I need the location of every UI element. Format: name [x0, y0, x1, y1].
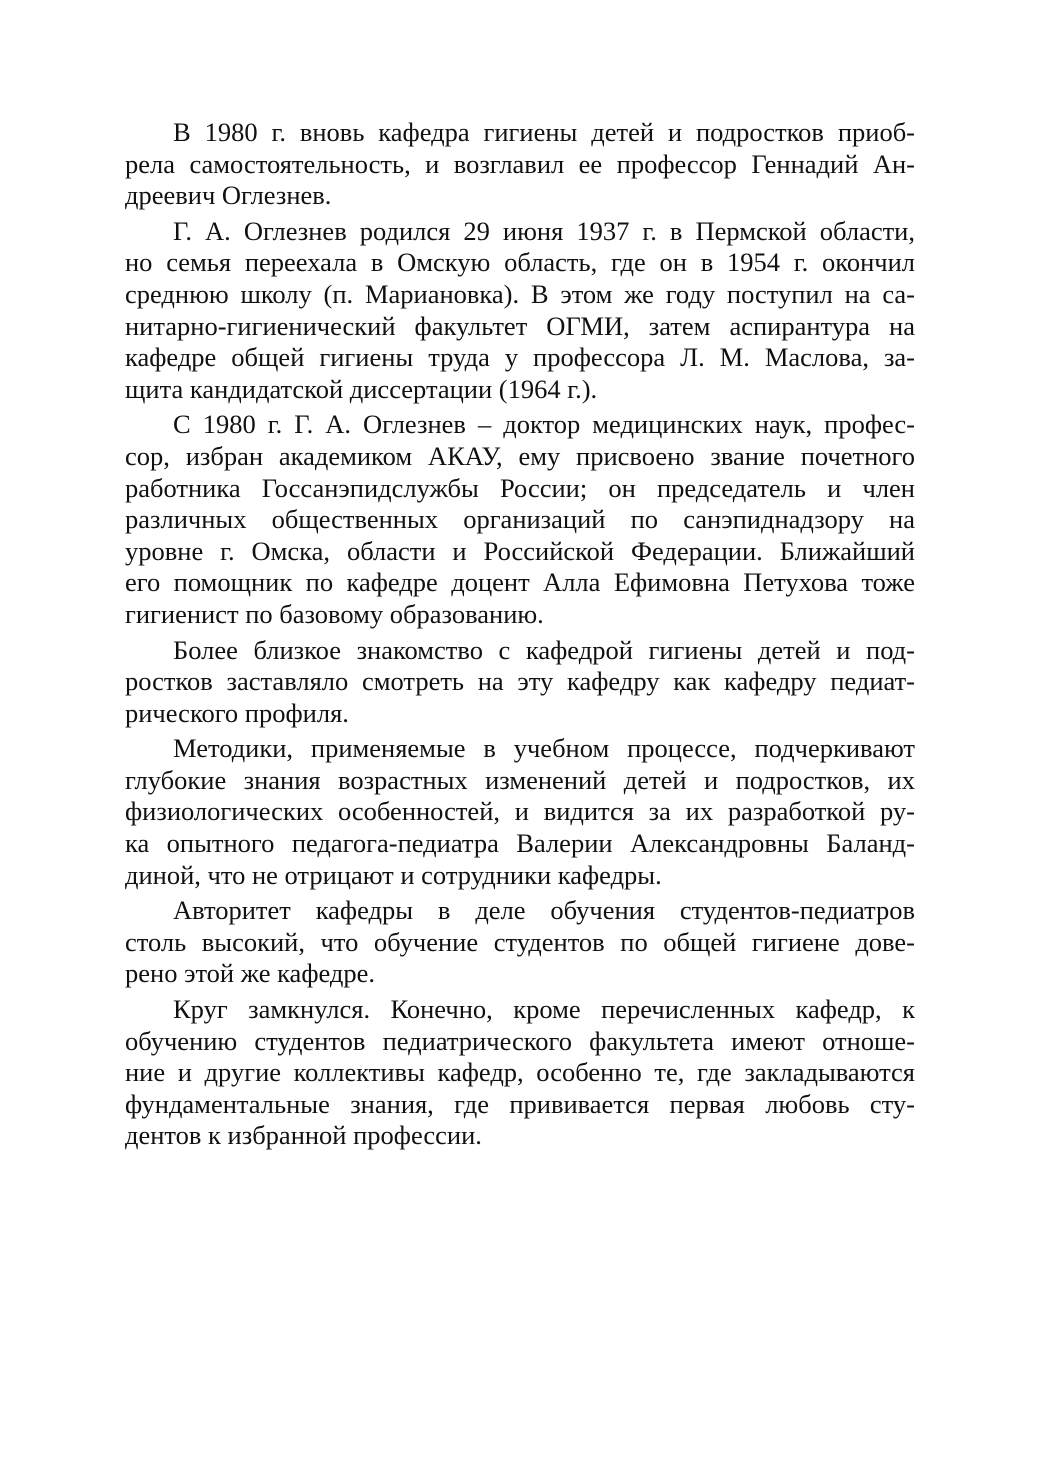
text-line: Методики, применяемые в учебном процессе, подчеркивают: [173, 733, 915, 764]
text-line: Г. А. Оглезнев родился 29 июня 1937 г. в Пермской области,: [173, 215, 915, 246]
text-line: кафедре общей гигиены труда у профессора Л. М. Маслова, за-: [125, 342, 915, 373]
text-line: рено этой же кафедре.: [125, 958, 376, 989]
text-line: щита кандидатской диссертации (1964 г.).: [125, 373, 598, 404]
text-line: работника Госсанэпидслужбы России; он председатель и член: [125, 472, 915, 503]
text-line: ние и другие коллективы кафедр, особенно те, где закладываются: [125, 1057, 915, 1088]
text-line: диной, что не отрицают и сотрудники кафедры.: [125, 859, 662, 890]
text-line: Круг замкнулся. Конечно, кроме перечисленных кафедр, к: [173, 994, 915, 1025]
text-line: дентов к избранной профессии.: [125, 1120, 482, 1151]
paragraph-5: [125, 733, 915, 891]
paragraph-4: [125, 635, 915, 730]
text-line: нитарно-гигиенический факультет ОГМИ, затем аспирантура на: [125, 310, 915, 341]
text-line: Более близкое знакомство с кафедрой гигиены детей и под-: [173, 634, 915, 665]
text-line: уровне г. Омска, области и Российской Федерации. Ближайший: [125, 535, 915, 566]
paragraph-6: [125, 895, 915, 990]
text-line: но семья переехала в Омскую область, где он в 1954 г. окончил: [125, 247, 915, 278]
paragraph-1: [125, 117, 915, 212]
text-line: глубокие знания возрастных изменений детей и подростков, их: [125, 764, 915, 795]
paragraph-7: [125, 994, 915, 1152]
text-line: различных общественных организаций по санэпиднадзору на: [125, 504, 915, 535]
text-line: среднюю школу (п. Мариановка). В этом же году поступил на са-: [125, 278, 915, 309]
document-page: [125, 117, 915, 1152]
paragraph-3: [125, 409, 915, 630]
text-line: сор, избран академиком АКАУ, ему присвоено звание почетного: [125, 440, 915, 471]
text-line: физиологических особенностей, и видится за их разработкой ру-: [125, 796, 915, 827]
text-line: столь высокий, что обучение студентов по общей гигиене дове-: [125, 926, 915, 957]
text-line: рического профиля.: [125, 697, 349, 728]
text-line: ростков заставляло смотреть на эту кафедру как кафедру педиат-: [125, 666, 915, 697]
text-line: обучению студентов педиатрического факультета имеют отноше-: [125, 1025, 915, 1056]
text-line: дреевич Оглезнев.: [125, 180, 332, 211]
text-line: рела самостоятельность, и возглавил ее профессор Геннадий Ан-: [125, 148, 915, 179]
text-line: ка опытного педагога-педиатра Валерии Александровны Баланд-: [125, 828, 915, 859]
text-line: гигиенист по базовому образованию.: [125, 598, 544, 629]
text-line: его помощник по кафедре доцент Алла Ефимовна Петухова тоже: [125, 567, 915, 598]
text-line: Авторитет кафедры в деле обучения студентов-педиатров: [173, 895, 915, 926]
text-line: В 1980 г. вновь кафедра гигиены детей и подростков приоб-: [173, 117, 915, 147]
paragraph-2: [125, 216, 915, 406]
text-line: С 1980 г. Г. А. Оглезнев – доктор медицинских наук, профес-: [173, 409, 915, 440]
text-line: фундаментальные знания, где прививается первая любовь сту-: [125, 1088, 915, 1119]
